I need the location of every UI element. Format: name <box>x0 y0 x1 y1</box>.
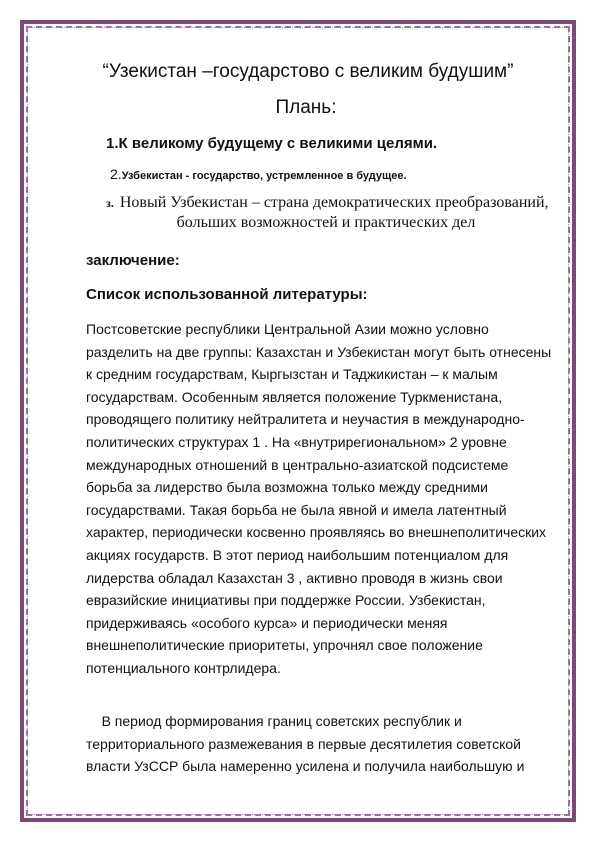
plan-item-2-number: 2. <box>110 166 122 182</box>
plan-item-2-text: Узбекистан - государство, устремленное в будущее. <box>121 170 407 182</box>
plan-item-2 <box>110 166 407 182</box>
plan-item-3-line-1: Новый Узбекистан – страна демократических преобразований, <box>119 194 549 211</box>
plan-heading: Плань: <box>275 97 337 118</box>
plan-item-3-line-2: больших возможностей и практических дел <box>176 214 476 231</box>
body-paragraph-2: В период формирования границ советских республик и территориального размежевания в первые десятилетия советской власти УзССР была намеренно усилена и получила наибольшую и <box>86 713 525 775</box>
references-heading: Список использованной литературы: <box>86 286 368 303</box>
plan-item-1: 1.К великому будущему с великими целями. <box>106 135 438 152</box>
document-title: “Узекистан –государстово с великим будушим” <box>102 61 514 82</box>
plan-item-3-number: з. <box>106 196 114 210</box>
plan-item-3 <box>106 193 566 233</box>
conclusion-heading: заключение: <box>86 252 180 269</box>
body-paragraph-1: Постсоветские республики Центральной Азии можно условно разделить на две группы: Казахстан и Узбекистан могут быть отнесены к средним государствам, Кыргызстан и Таджикистан – к малым государствам. Особенным является положение Туркменистана, проводящего политику нейтралитета и неучастия в международно-политических структурах 1 . На «внутрирегиональном» 2 уровне международных отношений в центрально-азиатской подсистеме борьба за лидерство была возможна только между средними государствами. Такая борьба не была явной и имела латентный характер, периодически косвенно проявляясь во внешнеполитических акциях государств. В этот период наибольшим потенциалом для лидерства обладал Казахстан 3 , активно проводя в жизнь свои евразийские инициативы при поддержке России. Узбекистан, придерживаясь «особого курса» и периодически меняя внешнеполитические приоритеты, упрочнял свое положение потенциального контрлидера. <box>86 321 552 676</box>
